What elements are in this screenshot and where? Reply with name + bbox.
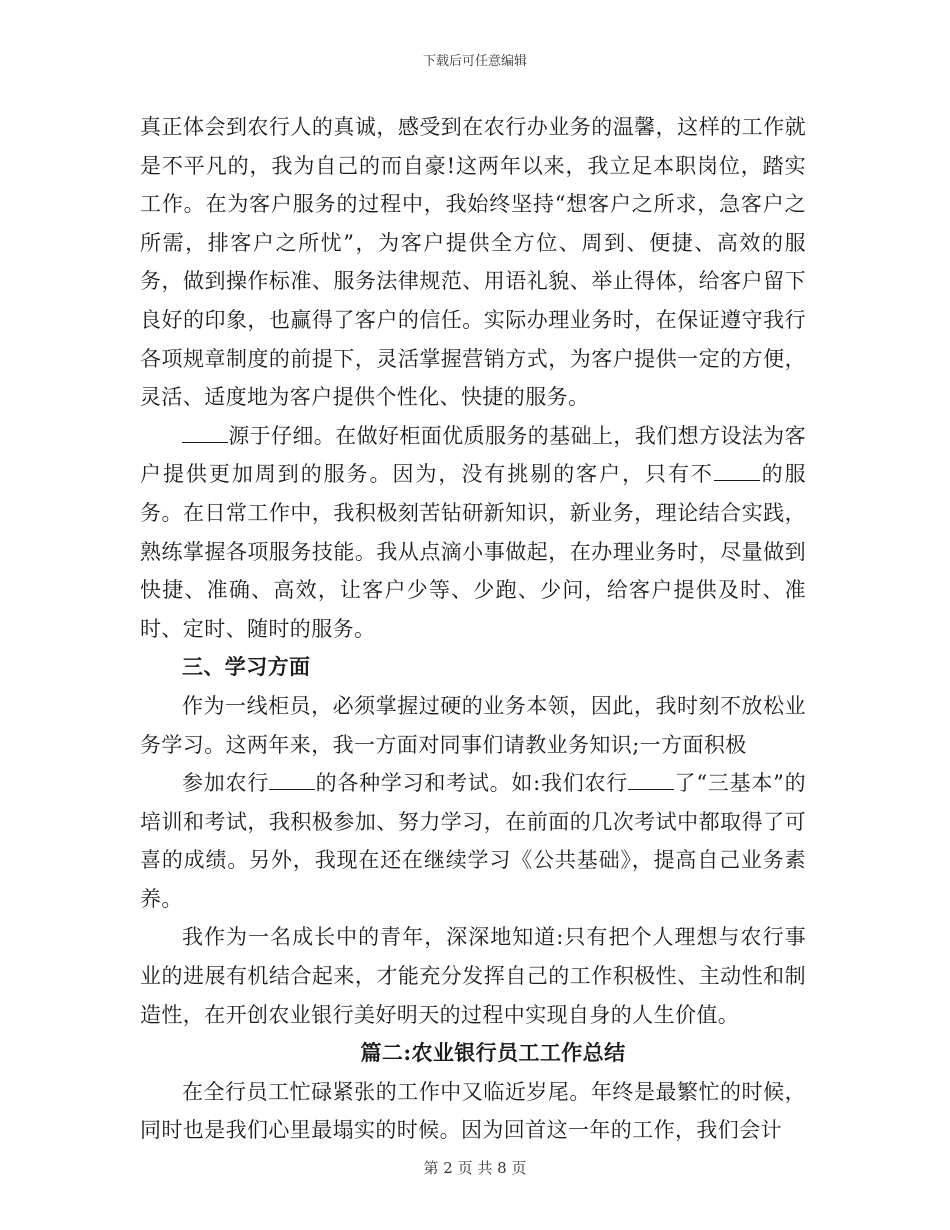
paragraph-training-part-a: 参加农行	[182, 771, 270, 796]
paragraph-ideals: 我作为一名成长中的青年，深深地知道:只有把个人理想与农行事业的进展有机结合起来，才能充分发挥自己的工作积极性、主动性和制造性，在开创农业银行美好明天的过程中实现自身的人生价值。	[140, 925, 806, 1027]
paragraph-detail-part-a: 源于仔细。在做好柜面优质服务的基础上，我们想方设法为客户提供更加周到的服务。因为，没有挑剔的客户，只有不	[140, 423, 806, 487]
paragraph-study: 作为一线柜员，必须掌握过硬的业务本领，因此，我时刻不放松业务学习。这两年来，我一方面对同事们请教业务知识;一方面积极	[140, 693, 806, 757]
fill-blank	[714, 461, 760, 481]
paragraph-year-end: 在全行员工忙碌紧张的工作中又临近岁尾。年终是最繁忙的时候，同时也是我们心里最塌实的时候。因为回首这一年的工作，我们会计	[140, 1079, 806, 1143]
paragraph-detail-part-b: 的服务。在日常工作中，我积极刻苦钻研新知识，新业务，理论结合实践，熟练掌握各项服务技能。我从点滴小事做起，在办理业务时，尽量做到快捷、准确、高效，让客户少等、少跑、少问，给客户提供及时、准时、定时、随时的服务。	[140, 462, 806, 641]
paragraph-training	[140, 764, 806, 918]
paragraph-training-part-c: 了“三基本”的培训和考试，我积极参加、努力学习，在前面的几次考试中都取得了可喜的成绩。另外，我现在还在继续学习《公共基础》，提高自己业务素养。	[140, 771, 806, 911]
fill-blank	[628, 770, 674, 790]
fill-blank	[182, 423, 228, 443]
paragraph-detail	[140, 417, 806, 649]
page-header: 下载后可任意编辑	[422, 54, 527, 69]
fill-blank	[269, 770, 315, 790]
paragraph-training-part-b: 的各种学习和考试。如:我们农行	[315, 771, 629, 796]
article-title: 篇二:农业银行员工工作总结	[360, 1040, 626, 1066]
document-body	[140, 108, 806, 1150]
section-heading-study: 三、学习方面	[182, 654, 311, 680]
page-footer: 第 2 页 共 8 页	[423, 1159, 527, 1177]
paragraph-service: 真正体会到农行人的真诚，感受到在农行办业务的温馨，这样的工作就是不平凡的，我为自己的而自豪!这两年以来，我立足本职岗位，踏实工作。在为客户服务的过程中，我始终坚持“想客户之所求，急客户之所需，排客户之所忧”，为客户提供全方位、周到、便捷、高效的服务，做到操作标准、服务法律规范、用语礼貌、举止得体，给客户留下良好的印象，也赢得了客户的信任。实际办理业务时，在保证遵守我行各项规章制度的前提下，灵活掌握营销方式，为客户提供一定的方便，灵活、适度地为客户提供个性化、快捷的服务。	[140, 115, 806, 410]
